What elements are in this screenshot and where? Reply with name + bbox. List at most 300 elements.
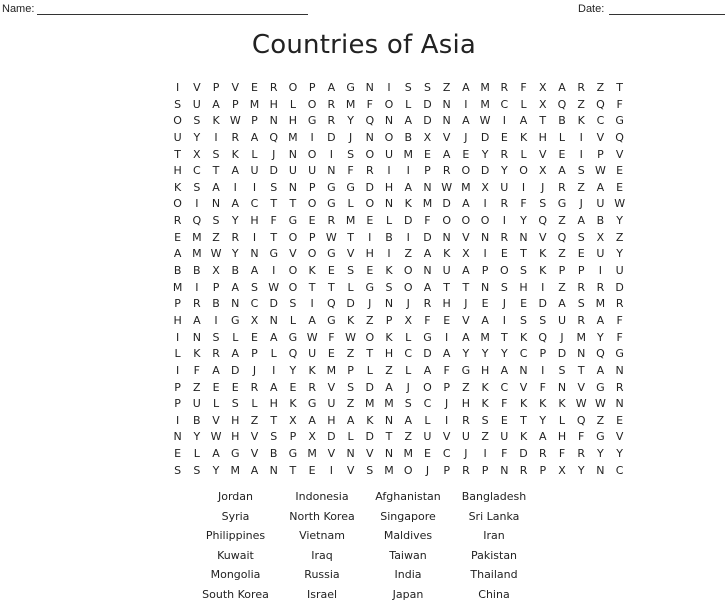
grid-letter[interactable]: S <box>385 280 393 294</box>
grid-letter[interactable]: O <box>403 280 413 294</box>
grid-letter[interactable]: X <box>404 313 412 327</box>
grid-letter[interactable]: H <box>231 413 240 427</box>
grid-letter[interactable]: P <box>424 164 431 178</box>
grid-letter[interactable]: I <box>541 363 545 377</box>
grid-letter[interactable]: G <box>288 330 298 344</box>
grid-letter[interactable]: F <box>616 330 623 344</box>
grid-letter[interactable]: E <box>174 230 182 244</box>
grid-letter[interactable]: E <box>520 297 528 311</box>
grid-letter[interactable]: S <box>212 147 220 161</box>
grid-letter[interactable]: D <box>403 214 413 228</box>
grid-letter[interactable]: H <box>250 214 259 228</box>
grid-letter[interactable]: N <box>519 230 528 244</box>
grid-letter[interactable]: M <box>192 247 202 261</box>
grid-letter[interactable]: Z <box>462 380 470 394</box>
grid-letter[interactable]: I <box>483 447 487 461</box>
grid-letter[interactable]: G <box>231 313 240 327</box>
grid-letter[interactable]: V <box>615 147 624 161</box>
grid-letter[interactable]: W <box>306 330 318 344</box>
grid-letter[interactable]: R <box>596 280 605 294</box>
grid-letter[interactable]: R <box>231 230 240 244</box>
grid-letter[interactable]: J <box>272 147 276 161</box>
grid-letter[interactable]: Y <box>462 347 470 361</box>
grid-letter[interactable]: P <box>251 114 258 128</box>
grid-letter[interactable]: Y <box>193 130 201 144</box>
grid-letter[interactable]: X <box>193 147 201 161</box>
grid-letter[interactable]: J <box>502 297 506 311</box>
grid-letter[interactable]: M <box>345 214 356 228</box>
grid-letter[interactable]: K <box>366 413 374 427</box>
grid-letter[interactable]: A <box>250 130 259 144</box>
grid-letter[interactable]: A <box>231 197 240 211</box>
grid-letter[interactable]: K <box>193 347 201 361</box>
grid-letter[interactable]: L <box>270 347 277 361</box>
grid-letter[interactable]: I <box>541 280 545 294</box>
grid-letter[interactable]: Q <box>538 214 548 228</box>
grid-letter[interactable]: T <box>520 413 527 427</box>
grid-letter[interactable]: H <box>480 363 490 377</box>
grid-letter[interactable]: Y <box>539 413 547 427</box>
grid-letter[interactable]: N <box>384 413 394 427</box>
grid-letter[interactable]: J <box>368 297 372 311</box>
grid-letter[interactable]: Q <box>327 297 336 311</box>
grid-letter[interactable]: R <box>173 214 182 228</box>
grid-letter[interactable]: J <box>425 463 430 477</box>
grid-letter[interactable]: O <box>461 214 471 228</box>
grid-letter[interactable]: J <box>348 130 353 144</box>
grid-letter[interactable]: K <box>481 380 489 394</box>
grid-letter[interactable]: A <box>231 347 240 361</box>
grid-letter[interactable]: P <box>481 463 489 477</box>
grid-letter[interactable]: C <box>192 164 201 178</box>
grid-letter[interactable]: I <box>387 247 391 261</box>
grid-letter[interactable]: E <box>616 164 624 178</box>
grid-letter[interactable]: S <box>174 463 182 477</box>
grid-letter[interactable]: E <box>500 247 508 261</box>
grid-letter[interactable]: E <box>500 413 508 427</box>
grid-letter[interactable]: J <box>406 380 410 394</box>
grid-letter[interactable]: Q <box>269 130 279 144</box>
grid-letter[interactable]: H <box>557 430 567 444</box>
grid-letter[interactable]: K <box>539 397 547 411</box>
grid-letter[interactable]: K <box>539 247 547 261</box>
grid-letter[interactable]: Y <box>289 363 297 377</box>
grid-letter[interactable]: D <box>423 114 432 128</box>
grid-letter[interactable]: M <box>403 147 413 161</box>
grid-letter[interactable]: R <box>212 347 220 361</box>
grid-letter[interactable]: Z <box>404 247 412 261</box>
grid-letter[interactable]: D <box>269 164 278 178</box>
grid-letter[interactable]: W <box>594 164 606 178</box>
grid-letter[interactable]: K <box>174 180 182 194</box>
grid-letter[interactable]: N <box>288 147 298 161</box>
grid-letter[interactable]: P <box>443 463 450 477</box>
grid-letter[interactable]: D <box>480 130 490 144</box>
grid-letter[interactable]: G <box>596 380 605 394</box>
grid-letter[interactable]: S <box>404 397 412 411</box>
grid-letter[interactable]: E <box>462 147 470 161</box>
grid-letter[interactable]: I <box>329 463 333 477</box>
grid-letter[interactable]: H <box>231 430 240 444</box>
grid-letter[interactable]: A <box>327 81 336 94</box>
grid-letter[interactable]: T <box>212 164 220 178</box>
grid-letter[interactable]: P <box>539 463 547 477</box>
grid-letter[interactable]: K <box>308 264 316 278</box>
grid-letter[interactable]: T <box>577 363 585 377</box>
grid-letter[interactable]: M <box>192 230 202 244</box>
grid-letter[interactable]: E <box>366 264 374 278</box>
grid-letter[interactable]: F <box>501 397 508 411</box>
grid-letter[interactable]: K <box>519 397 528 411</box>
grid-letter[interactable]: D <box>423 230 432 244</box>
grid-letter[interactable]: Z <box>385 363 393 377</box>
grid-letter[interactable]: S <box>270 430 278 444</box>
grid-letter[interactable]: U <box>596 197 605 211</box>
grid-letter[interactable]: V <box>346 463 355 477</box>
grid-letter[interactable]: Q <box>365 114 375 128</box>
grid-letter[interactable]: E <box>558 147 566 161</box>
grid-letter[interactable]: F <box>270 214 277 228</box>
grid-letter[interactable]: R <box>577 280 586 294</box>
grid-letter[interactable]: P <box>577 264 585 278</box>
grid-letter[interactable]: G <box>596 430 605 444</box>
grid-letter[interactable]: S <box>366 463 374 477</box>
grid-letter[interactable]: M <box>326 363 337 377</box>
grid-letter[interactable]: I <box>387 81 391 94</box>
grid-letter[interactable]: L <box>289 97 296 111</box>
grid-letter[interactable]: V <box>539 230 547 244</box>
grid-letter[interactable]: L <box>193 447 200 461</box>
grid-letter[interactable]: V <box>289 247 297 261</box>
grid-letter[interactable]: O <box>288 264 298 278</box>
grid-letter[interactable]: I <box>387 164 391 178</box>
grid-letter[interactable]: P <box>174 380 181 394</box>
grid-letter[interactable]: E <box>616 180 624 194</box>
grid-letter[interactable]: H <box>365 247 374 261</box>
grid-letter[interactable]: Y <box>347 114 354 128</box>
grid-letter[interactable]: M <box>595 297 606 311</box>
grid-letter[interactable]: I <box>214 313 218 327</box>
grid-letter[interactable]: N <box>288 180 298 194</box>
grid-letter[interactable]: A <box>462 197 470 211</box>
grid-letter[interactable]: L <box>347 280 354 294</box>
grid-letter[interactable]: H <box>442 297 451 311</box>
grid-letter[interactable]: C <box>596 114 605 128</box>
grid-letter[interactable]: U <box>500 430 509 444</box>
grid-letter[interactable]: O <box>480 214 490 228</box>
grid-letter[interactable]: H <box>538 130 547 144</box>
grid-letter[interactable]: X <box>596 230 605 244</box>
grid-letter[interactable]: K <box>519 130 528 144</box>
grid-letter[interactable]: E <box>308 214 316 228</box>
grid-letter[interactable]: X <box>538 97 547 111</box>
grid-letter[interactable]: G <box>461 363 471 377</box>
grid-letter[interactable]: U <box>384 147 394 161</box>
grid-letter[interactable]: K <box>577 114 585 128</box>
grid-letter[interactable]: M <box>480 330 490 344</box>
grid-letter[interactable]: Z <box>366 313 374 327</box>
grid-letter[interactable]: D <box>519 447 528 461</box>
grid-letter[interactable]: N <box>269 313 278 327</box>
grid-letter[interactable]: S <box>231 397 239 411</box>
grid-letter[interactable]: S <box>520 313 528 327</box>
grid-letter[interactable]: A <box>231 280 240 294</box>
grid-letter[interactable]: W <box>441 180 453 194</box>
grid-letter[interactable]: X <box>423 130 432 144</box>
grid-letter[interactable]: E <box>577 247 585 261</box>
grid-letter[interactable]: R <box>615 297 624 311</box>
grid-letter[interactable]: G <box>307 114 317 128</box>
grid-letter[interactable]: Z <box>404 430 412 444</box>
grid-letter[interactable]: H <box>384 347 394 361</box>
grid-letter[interactable]: A <box>423 247 432 261</box>
grid-letter[interactable]: T <box>443 280 451 294</box>
grid-letter[interactable]: V <box>250 430 259 444</box>
grid-letter[interactable]: N <box>231 297 240 311</box>
grid-letter[interactable]: A <box>596 180 605 194</box>
grid-letter[interactable]: X <box>462 247 470 261</box>
grid-letter[interactable]: H <box>269 397 278 411</box>
grid-letter[interactable]: P <box>251 347 258 361</box>
grid-letter[interactable]: F <box>578 430 585 444</box>
grid-letter[interactable]: U <box>615 264 624 278</box>
grid-letter[interactable]: I <box>483 247 487 261</box>
grid-letter[interactable]: E <box>327 347 335 361</box>
grid-letter[interactable]: Y <box>500 347 508 361</box>
grid-letter[interactable]: O <box>403 264 413 278</box>
grid-letter[interactable]: R <box>250 380 259 394</box>
grid-letter[interactable]: S <box>347 264 355 278</box>
grid-letter[interactable]: I <box>175 81 180 94</box>
grid-letter[interactable]: R <box>577 447 586 461</box>
grid-letter[interactable]: A <box>442 347 451 361</box>
grid-letter[interactable]: Z <box>558 247 566 261</box>
grid-letter[interactable]: J <box>464 297 468 311</box>
grid-letter[interactable]: R <box>500 230 509 244</box>
grid-letter[interactable]: E <box>423 447 431 461</box>
grid-letter[interactable]: F <box>328 330 335 344</box>
grid-letter[interactable]: R <box>193 297 201 311</box>
grid-letter[interactable]: I <box>406 230 410 244</box>
grid-letter[interactable]: O <box>499 264 509 278</box>
grid-letter[interactable]: T <box>539 114 547 128</box>
grid-letter[interactable]: J <box>560 330 564 344</box>
grid-letter[interactable]: D <box>615 280 624 294</box>
grid-letter[interactable]: M <box>384 463 394 477</box>
grid-letter[interactable]: U <box>192 397 201 411</box>
grid-letter[interactable]: L <box>212 397 220 411</box>
grid-letter[interactable]: L <box>520 147 527 161</box>
grid-letter[interactable]: N <box>577 347 586 361</box>
grid-letter[interactable]: S <box>250 280 258 294</box>
grid-letter[interactable]: N <box>480 230 490 244</box>
grid-letter[interactable]: V <box>615 430 624 444</box>
grid-letter[interactable]: Y <box>616 247 623 261</box>
grid-letter[interactable]: S <box>212 214 220 228</box>
grid-letter[interactable]: K <box>346 313 355 327</box>
grid-letter[interactable]: B <box>404 130 412 144</box>
grid-letter[interactable]: I <box>175 413 180 427</box>
grid-letter[interactable]: P <box>308 81 316 94</box>
grid-letter[interactable]: O <box>365 197 375 211</box>
grid-letter[interactable]: A <box>404 114 412 128</box>
grid-letter[interactable]: D <box>423 347 432 361</box>
grid-letter[interactable]: U <box>288 164 297 178</box>
grid-letter[interactable]: I <box>329 147 333 161</box>
grid-letter[interactable]: B <box>385 230 393 244</box>
grid-letter[interactable]: P <box>558 264 566 278</box>
grid-letter[interactable]: N <box>442 97 451 111</box>
grid-letter[interactable]: X <box>558 463 566 477</box>
grid-letter[interactable]: A <box>212 180 220 194</box>
grid-letter[interactable]: N <box>442 230 451 244</box>
grid-letter[interactable]: O <box>307 197 317 211</box>
grid-letter[interactable]: S <box>500 280 508 294</box>
grid-letter[interactable]: R <box>442 164 451 178</box>
grid-letter[interactable]: P <box>212 280 220 294</box>
grid-letter[interactable]: Y <box>193 430 201 444</box>
grid-letter[interactable]: A <box>212 447 220 461</box>
grid-letter[interactable]: X <box>308 430 316 444</box>
grid-letter[interactable]: V <box>346 247 355 261</box>
grid-letter[interactable]: N <box>384 297 394 311</box>
grid-letter[interactable]: P <box>539 347 547 361</box>
grid-letter[interactable]: M <box>403 447 413 461</box>
grid-letter[interactable]: F <box>424 313 431 327</box>
grid-letter[interactable]: U <box>327 397 336 411</box>
grid-letter[interactable]: M <box>288 130 298 144</box>
grid-letter[interactable]: J <box>541 180 545 194</box>
grid-letter[interactable]: E <box>231 380 239 394</box>
grid-letter[interactable]: Q <box>596 97 605 111</box>
grid-letter[interactable]: V <box>462 230 470 244</box>
grid-letter[interactable]: N <box>500 463 509 477</box>
grid-letter[interactable]: I <box>272 363 276 377</box>
grid-letter[interactable]: I <box>252 180 257 194</box>
grid-letter[interactable]: W <box>575 397 587 411</box>
grid-letter[interactable]: N <box>269 114 278 128</box>
grid-letter[interactable]: P <box>308 180 316 194</box>
grid-letter[interactable]: D <box>557 347 567 361</box>
grid-letter[interactable]: I <box>233 180 237 194</box>
grid-letter[interactable]: G <box>346 180 355 194</box>
grid-letter[interactable]: I <box>445 413 449 427</box>
grid-letter[interactable]: N <box>480 280 490 294</box>
grid-letter[interactable]: E <box>500 130 508 144</box>
grid-letter[interactable]: I <box>483 197 487 211</box>
grid-letter[interactable]: Q <box>576 413 586 427</box>
grid-letter[interactable]: T <box>289 197 297 211</box>
grid-letter[interactable]: J <box>464 447 468 461</box>
grid-letter[interactable]: N <box>173 430 182 444</box>
grid-letter[interactable]: O <box>384 97 394 111</box>
grid-letter[interactable]: A <box>423 280 432 294</box>
grid-letter[interactable]: E <box>308 463 316 477</box>
grid-letter[interactable]: W <box>345 330 357 344</box>
grid-letter[interactable]: W <box>229 114 241 128</box>
grid-letter[interactable]: F <box>443 363 450 377</box>
grid-letter[interactable]: S <box>289 297 297 311</box>
grid-letter[interactable]: H <box>288 114 298 128</box>
grid-letter[interactable]: F <box>347 164 354 178</box>
grid-letter[interactable]: G <box>231 447 240 461</box>
grid-letter[interactable]: O <box>307 147 317 161</box>
grid-letter[interactable]: T <box>462 280 470 294</box>
grid-letter[interactable]: R <box>500 197 509 211</box>
grid-letter[interactable]: O <box>173 197 182 211</box>
grid-letter[interactable]: W <box>210 247 222 261</box>
grid-letter[interactable]: W <box>210 430 222 444</box>
grid-letter[interactable]: R <box>615 380 624 394</box>
grid-letter[interactable]: B <box>596 214 605 228</box>
grid-letter[interactable]: Z <box>596 81 605 94</box>
grid-letter[interactable]: F <box>366 97 373 111</box>
grid-letter[interactable]: S <box>520 264 528 278</box>
grid-letter[interactable]: A <box>423 363 432 377</box>
grid-letter[interactable]: A <box>481 313 489 327</box>
grid-letter[interactable]: S <box>577 230 585 244</box>
grid-letter[interactable]: I <box>195 197 199 211</box>
grid-letter[interactable]: M <box>480 81 490 94</box>
grid-letter[interactable]: S <box>539 313 547 327</box>
grid-letter[interactable]: O <box>288 230 298 244</box>
grid-letter[interactable]: R <box>462 413 470 427</box>
grid-letter[interactable]: B <box>173 264 182 278</box>
grid-letter[interactable]: P <box>443 380 450 394</box>
grid-letter[interactable]: S <box>423 81 431 94</box>
grid-letter[interactable]: K <box>289 397 297 411</box>
grid-letter[interactable]: U <box>308 347 317 361</box>
grid-letter[interactable]: E <box>289 380 297 394</box>
grid-letter[interactable]: Z <box>615 230 624 244</box>
grid-letter[interactable]: F <box>520 81 527 94</box>
grid-letter[interactable]: M <box>576 330 586 344</box>
grid-letter[interactable]: Q <box>596 347 605 361</box>
grid-letter[interactable]: S <box>193 114 201 128</box>
grid-letter[interactable]: Z <box>212 230 220 244</box>
grid-letter[interactable]: W <box>594 397 606 411</box>
grid-letter[interactable]: T <box>308 280 316 294</box>
grid-letter[interactable]: I <box>214 130 218 144</box>
grid-letter[interactable]: E <box>366 214 374 228</box>
grid-letter[interactable]: G <box>288 214 298 228</box>
grid-letter[interactable]: V <box>596 130 605 144</box>
grid-letter[interactable]: I <box>175 330 180 344</box>
grid-letter[interactable]: A <box>269 330 278 344</box>
grid-letter[interactable]: Y <box>481 347 489 361</box>
grid-letter[interactable]: U <box>173 130 182 144</box>
grid-letter[interactable]: U <box>557 313 567 327</box>
grid-letter[interactable]: T <box>289 463 297 477</box>
grid-letter[interactable]: N <box>365 130 374 144</box>
grid-letter[interactable]: C <box>423 397 432 411</box>
grid-letter[interactable]: Z <box>250 413 259 427</box>
grid-letter[interactable]: G <box>307 397 317 411</box>
grid-letter[interactable]: B <box>558 114 566 128</box>
grid-letter[interactable]: Y <box>520 214 527 228</box>
grid-letter[interactable]: I <box>195 280 199 294</box>
grid-letter[interactable]: S <box>212 330 220 344</box>
grid-letter[interactable]: E <box>174 447 182 461</box>
grid-letter[interactable]: Q <box>557 230 567 244</box>
grid-letter[interactable]: S <box>347 380 355 394</box>
grid-letter[interactable]: W <box>325 230 337 244</box>
grid-letter[interactable]: R <box>327 97 336 111</box>
grid-letter[interactable]: X <box>289 413 297 427</box>
grid-letter[interactable]: D <box>480 164 490 178</box>
grid-letter[interactable]: L <box>558 413 566 427</box>
grid-letter[interactable]: U <box>500 180 509 194</box>
